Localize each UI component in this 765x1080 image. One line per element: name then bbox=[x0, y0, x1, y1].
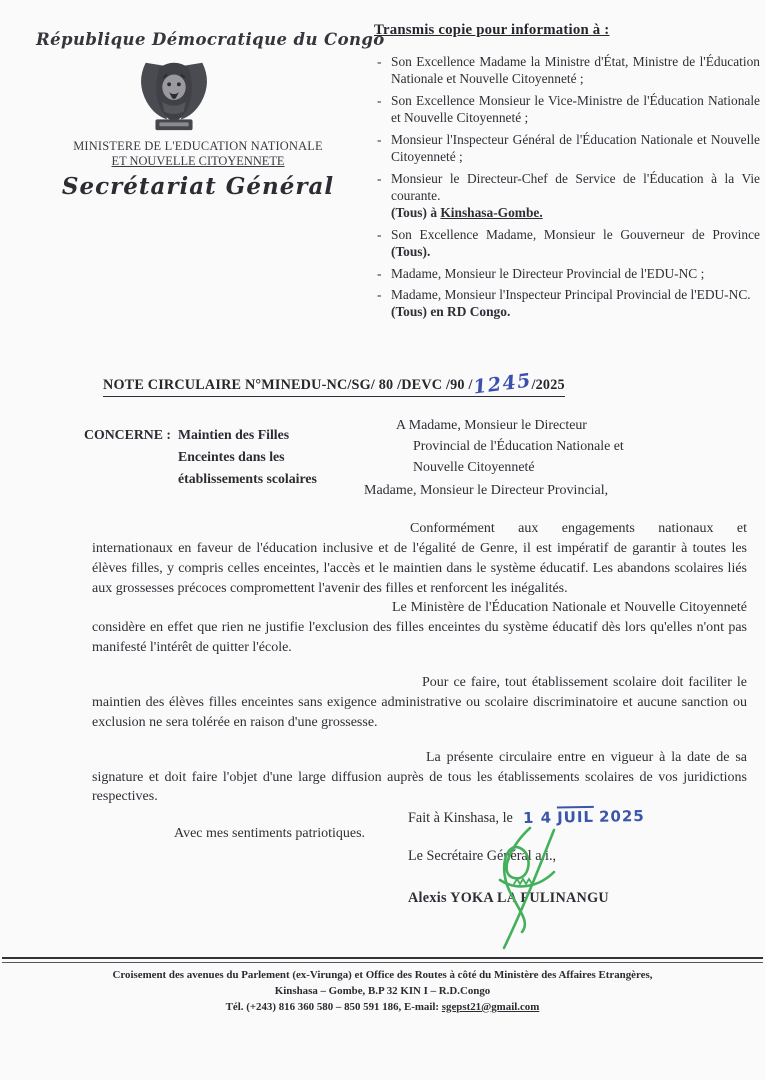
country-title: République Démocratique du Congo bbox=[36, 30, 385, 49]
circular-reference-number bbox=[103, 369, 565, 399]
letterhead bbox=[36, 30, 385, 200]
subject-line: établissements scolaires bbox=[178, 471, 317, 487]
transmission-item-text: Monsieur l'Inspecteur Général de l'Éducation Nationale et Nouvelle Citoyenneté ; bbox=[391, 131, 760, 165]
transmission-list bbox=[374, 53, 760, 321]
transmission-title: Transmis copie pour information à : bbox=[374, 22, 610, 38]
recipient-block bbox=[396, 416, 624, 479]
transmission-item-note bbox=[391, 204, 760, 221]
stamp-day: 1 4 bbox=[522, 808, 553, 828]
ministry-name-line1: MINISTERE DE L'EDUCATION NATIONALE bbox=[73, 139, 323, 153]
transmission-item bbox=[374, 131, 760, 166]
body-paragraph: Conformément aux engagements nationaux et internationaux en faveur de l'éducation inclusive et de l'égalité de Genre, il est impératif de garantir à toutes les élèves filles, y compris celles enceintes, l'accès et le maintien dans le système éducatif. Les abandons scolaires liés aux grossesses précoces compromettent l'avenir des filles et renforcent les inégalités. bbox=[92, 520, 747, 596]
subject-label: CONCERNE : bbox=[84, 427, 171, 442]
transmission-item bbox=[374, 286, 760, 321]
transmission-item bbox=[374, 53, 760, 88]
handwritten-number: 1245 bbox=[471, 369, 533, 399]
transmission-item-bold-suffix: (Tous). bbox=[391, 244, 431, 260]
transmission-item-text: Son Excellence Madame la Ministre d'État, Ministre de l'Éducation Nationale et Nouvelle Citoyenneté ; bbox=[391, 54, 760, 87]
reference-prefix: NOTE CIRCULAIRE N°MINEDU-NC/SG/ 80 /DEVC /90 / bbox=[103, 377, 473, 393]
signer-name: Alexis YOKA LA FULINANGU bbox=[408, 890, 609, 906]
transmission-item-note: (Tous) en RD Congo. bbox=[391, 304, 511, 320]
signer-title: Le Secrétaire Général a.i., bbox=[408, 848, 557, 864]
transmission-item bbox=[374, 170, 760, 222]
salutation: Madame, Monsieur le Directeur Provincial, bbox=[364, 483, 609, 498]
closing-formula: Avec mes sentiments patriotiques. bbox=[174, 826, 366, 842]
drc-coat-of-arms-icon bbox=[130, 55, 218, 137]
footer-email-link[interactable]: sgepst21@gmail.com bbox=[441, 1000, 540, 1013]
subject-line: Maintien des Filles bbox=[178, 427, 290, 442]
footer bbox=[0, 957, 765, 1015]
handwritten-signature-icon bbox=[470, 822, 588, 956]
letter-body bbox=[92, 481, 747, 844]
note-underlined: Kinshasa-Gombe. bbox=[440, 205, 543, 221]
date-stamp bbox=[523, 805, 645, 827]
stamp-month: JUIL bbox=[556, 807, 595, 827]
place-and-date bbox=[408, 806, 758, 827]
secretariat-title: Secrétariat Général bbox=[61, 173, 335, 200]
transmission-item bbox=[374, 265, 760, 282]
transmission-item-text: Son Excellence Monsieur le Vice-Ministre de l'Éducation Nationale et Nouvelle Citoyenneté ; bbox=[391, 92, 760, 126]
body-paragraph: La présente circulaire entre en vigueur à la date de sa signature et doit faire l'objet d'une large diffusion auprès de tous les établissements scolaires de vos juridictions respectives. bbox=[92, 749, 747, 805]
footer-phone: Tél. (+243) 816 360 580 – 850 591 186, E-mail: bbox=[225, 1000, 442, 1013]
subject-line: Enceintes dans les bbox=[178, 449, 285, 465]
ministry-name-line2: ET NOUVELLE CITOYENNETE bbox=[111, 154, 285, 168]
transmission-item bbox=[374, 92, 760, 127]
transmission-item-text: Madame, Monsieur le Directeur Provincial de l'EDU-NC ; bbox=[391, 265, 705, 281]
transmission-item-text: Monsieur le Directeur-Chef de Service de l'Éducation à la Vie courante. bbox=[391, 170, 760, 203]
reference-suffix: /2025 bbox=[531, 377, 565, 393]
recipient-line: Nouvelle Citoyenneté bbox=[413, 459, 535, 475]
stamp-year: 2025 bbox=[598, 806, 645, 826]
recipient-line: Provincial de l'Éducation Nationale et bbox=[413, 438, 624, 454]
signature-block bbox=[408, 806, 758, 907]
transmission-item-text: Madame, Monsieur l'Inspecteur Principal Provincial de l'EDU-NC. bbox=[391, 287, 751, 303]
transmission-block bbox=[374, 22, 760, 325]
place-date-label: Fait à Kinshasa, le bbox=[408, 810, 513, 826]
footer-contact-line bbox=[0, 1000, 765, 1016]
transmission-item bbox=[374, 226, 760, 261]
footer-address-line1: Croisement des avenues du Parlement (ex-Virunga) et Office des Routes à côté du Ministère des Affaires Etrangères, bbox=[112, 969, 653, 981]
note-prefix: (Tous) à bbox=[391, 205, 441, 221]
footer-address-line2: Kinshasa – Gombe, B.P 32 KIN I – R.D.Congo bbox=[274, 984, 491, 997]
transmission-item-text: Son Excellence Madame, Monsieur le Gouverneur de Province bbox=[391, 226, 760, 242]
footer-divider bbox=[2, 957, 763, 963]
body-paragraph: Le Ministère de l'Éducation Nationale et Nouvelle Citoyenneté considère en effet que rien ne justifie l'exclusion des filles enceintes du système éducatif dès lors qu'elles n'ont pas manifesté l'intérêt de quitter l'école. bbox=[92, 600, 747, 656]
body-paragraph: Pour ce faire, tout établissement scolaire doit faciliter le maintien des élèves filles enceintes sans exigence administrative ou scolaire discriminatoire et aucune sanction ou exclusion ne sera tolérée en raison d'une grossesse. bbox=[92, 675, 747, 730]
recipient-line: A Madame, Monsieur le Directeur bbox=[396, 418, 587, 433]
